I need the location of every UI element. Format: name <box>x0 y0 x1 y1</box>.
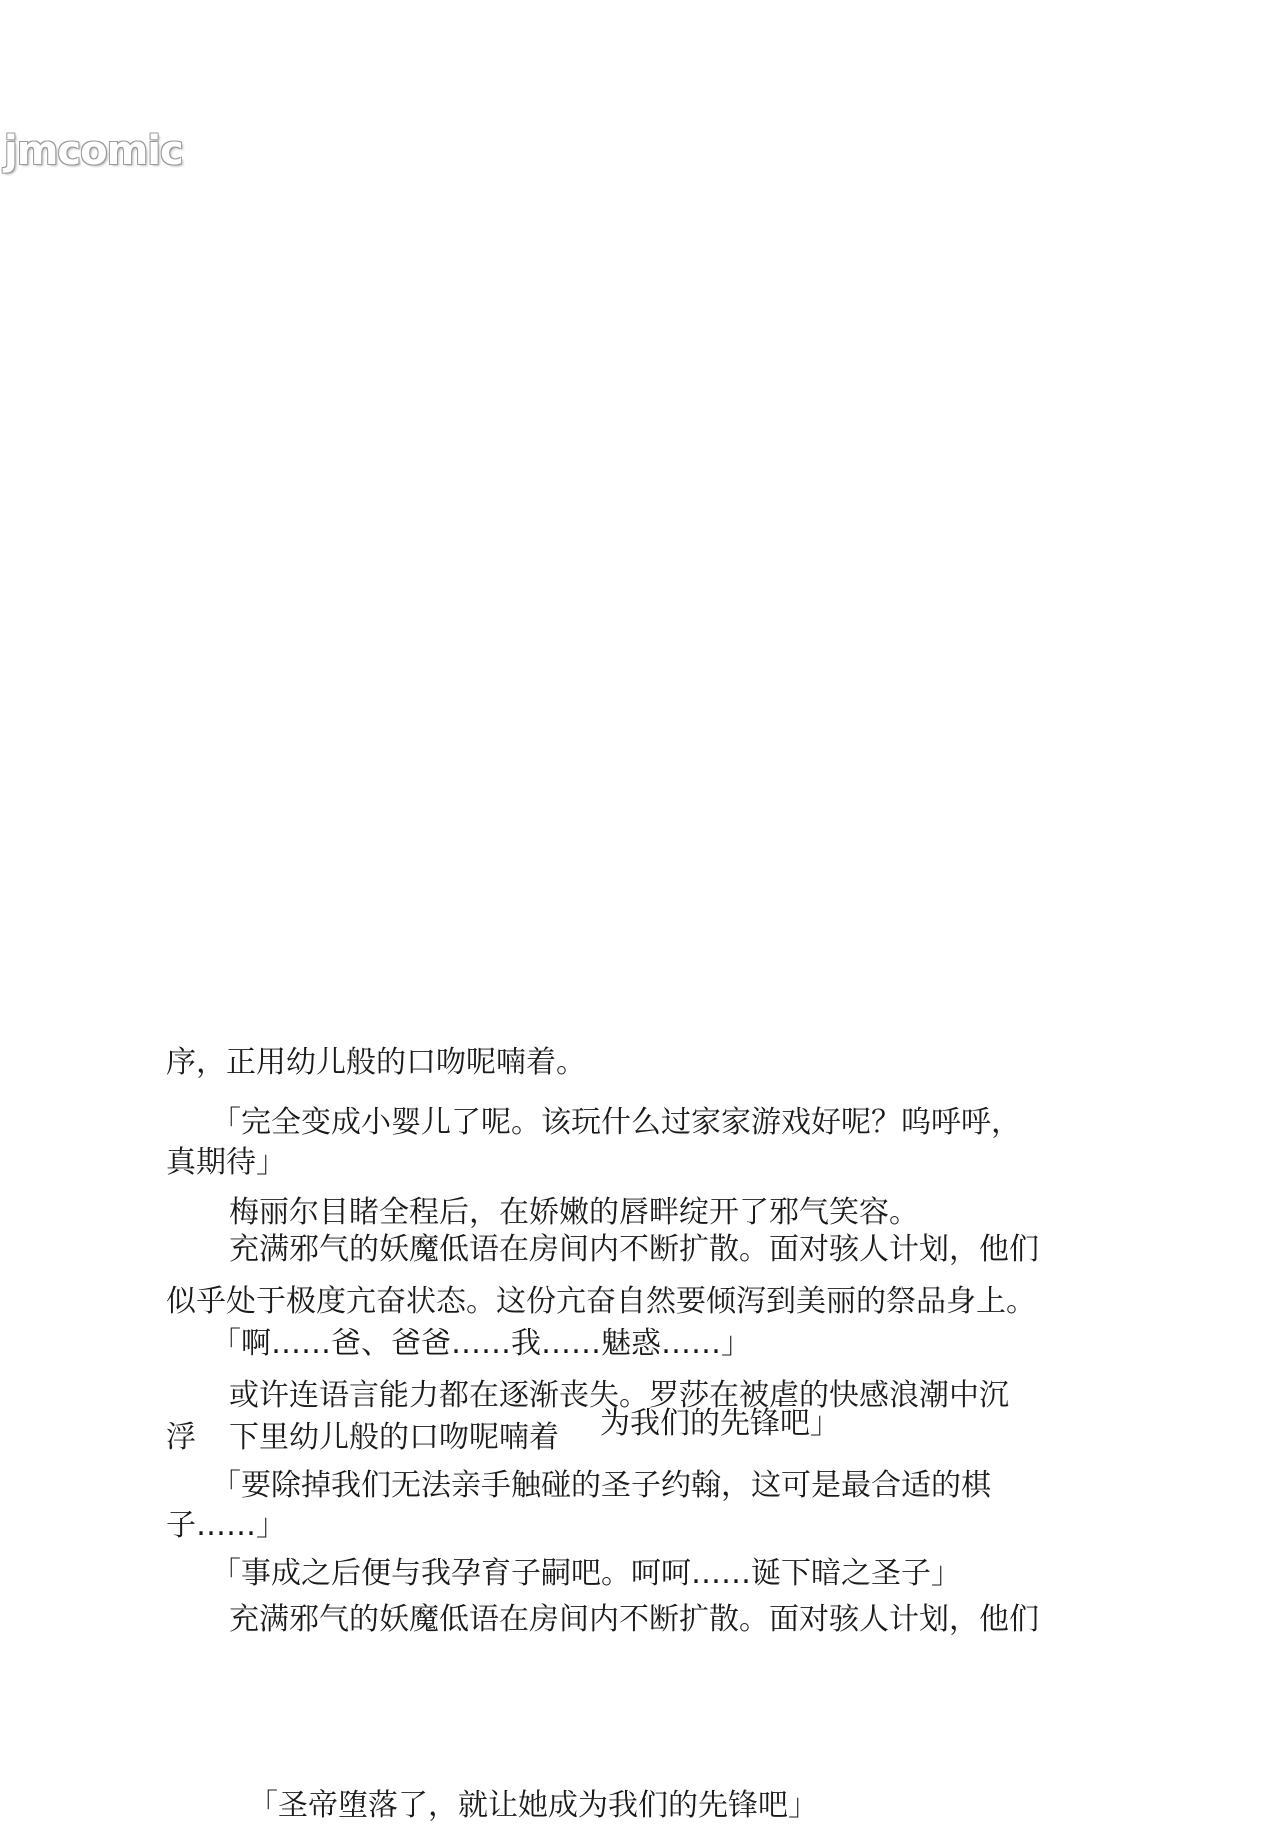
text-line-cut: 浮 <box>166 1420 196 1455</box>
text-line-cut: 「圣帝堕落了，就让她成为我们的先锋吧」 <box>248 1788 818 1823</box>
text-line: 子……」 <box>166 1508 286 1543</box>
text-line: 「完全变成小婴儿了呢。该玩什么过家家游戏好呢？呜呼呼， <box>211 1105 1021 1140</box>
text-line: 似乎处于极度亢奋状态。这份亢奋自然要倾泻到美丽的祭品身上。 <box>166 1284 1036 1319</box>
text-line: 梅丽尔目睹全程后，在娇嫩的唇畔绽开了邪气笑容。 <box>229 1195 919 1230</box>
text-line: 「要除掉我们无法亲手触碰的圣子约翰，这可是最合适的棋 <box>211 1468 991 1503</box>
text-line-cut: 序，正用幼儿般的口吻呢喃着。 <box>166 1045 586 1080</box>
text-line: 「啊……爸、爸爸……我……魅惑……」 <box>211 1326 751 1361</box>
text-line: 「事成之后便与我孕育子嗣吧。呵呵……诞下暗之圣子」 <box>211 1556 961 1591</box>
text-line-cut: 为我们的先锋吧」 <box>600 1406 840 1441</box>
text-line: 真期待」 <box>166 1145 286 1180</box>
jmcomic-watermark: jmcomic <box>4 128 183 174</box>
text-line-cut: 下里幼儿般的口吻呢喃着 <box>229 1420 559 1455</box>
text-line-cut: 充满邪气的妖魔低语在房间内不断扩散。面对骇人计划，他们 <box>229 1602 1039 1637</box>
text-line: 或许连语言能力都在逐渐丧失。罗莎在被虐的快感浪潮中沉 <box>229 1378 1009 1413</box>
text-line-cut: 充满邪气的妖魔低语在房间内不断扩散。面对骇人计划，他们 <box>229 1232 1039 1267</box>
